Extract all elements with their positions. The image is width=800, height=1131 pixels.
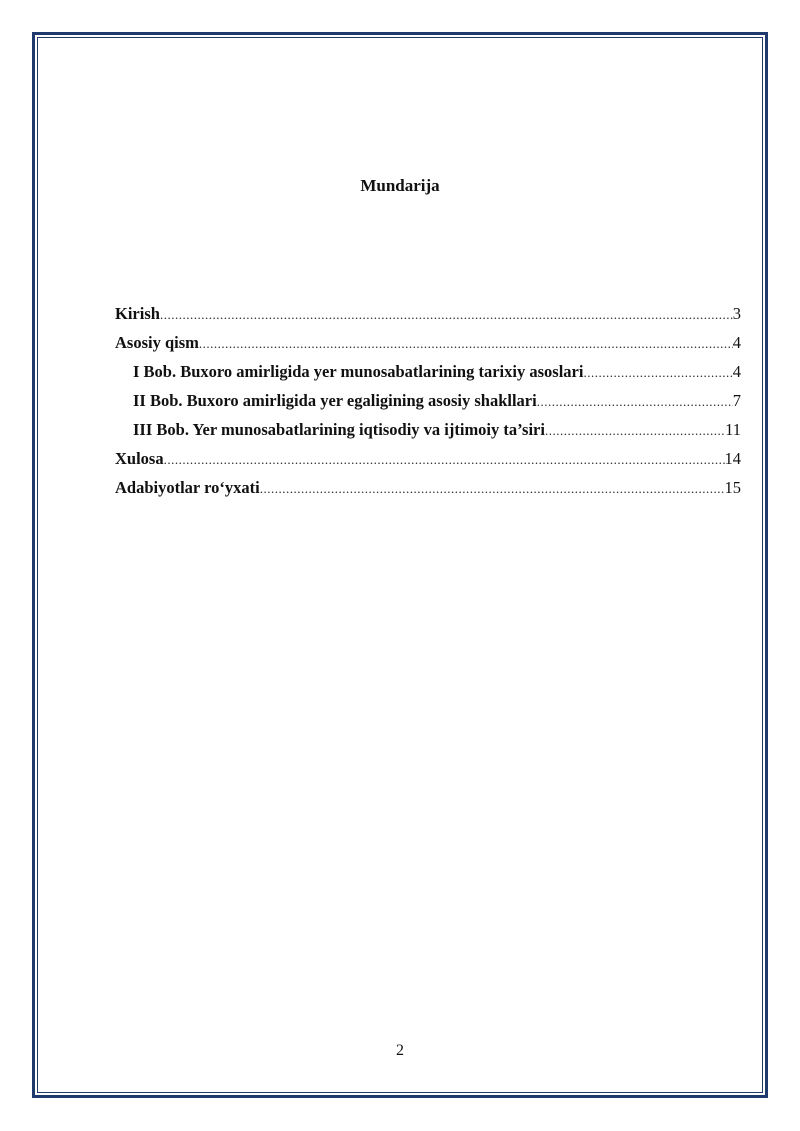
toc-entry-chapter-3[interactable] [115,420,741,449]
toc-entry-asosiy-qism[interactable] [115,333,741,362]
toc-entry-label: Xulosa [115,449,164,468]
toc-entry-label: I Bob. Buxoro amirligida yer munosabatlarining tarixiy asoslari [133,362,584,381]
toc-entry-label: III Bob. Yer munosabatlarining iqtisodiy va ijtimoiy ta’siri [133,420,545,439]
toc-leader-dots [199,336,733,352]
toc-leader-dots [537,394,733,410]
toc-entry-label: Kirish [115,304,160,323]
toc-entry-label: Asosiy qism [115,333,199,352]
toc-entry-page: 4 [732,333,741,352]
toc-leader-dots [260,481,725,497]
table-of-contents [115,304,741,507]
toc-entry-page: 7 [732,391,741,410]
toc-entry-page: 15 [724,478,741,497]
toc-leader-dots [160,307,733,323]
toc-entry-kirish[interactable] [115,304,741,333]
document-title: Mundarija [360,176,440,195]
toc-entry-page: 4 [732,362,741,381]
toc-entry-chapter-1[interactable] [115,362,741,391]
toc-leader-dots [164,452,725,468]
toc-entry-page: 3 [732,304,741,323]
toc-entry-label: Adabiyotlar ro‘yxati [115,478,260,497]
toc-entry-chapter-2[interactable] [115,391,741,420]
toc-entry-page: 11 [725,420,741,439]
toc-entry-xulosa[interactable] [115,449,741,478]
toc-entry-label: II Bob. Buxoro amirligida yer egaligining asosiy shakllari [133,391,537,410]
toc-entry-adabiyotlar[interactable] [115,478,741,507]
toc-entry-page: 14 [724,449,741,468]
toc-leader-dots [583,365,732,381]
page-number: 2 [396,1042,404,1059]
toc-leader-dots [545,423,725,439]
